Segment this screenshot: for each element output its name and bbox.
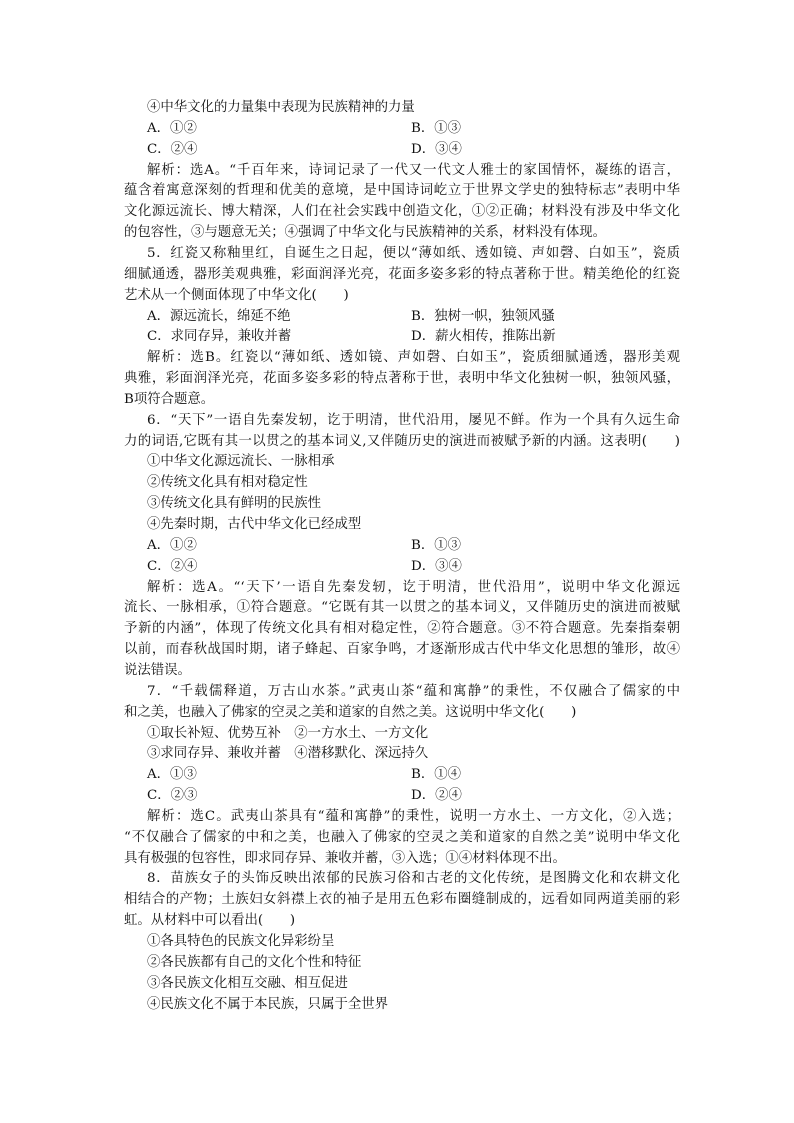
- text-line: 蕴含着寓意深刻的哲理和优美的意境，是中国诗词屹立于世界文学史的独特标志”表明中华: [124, 183, 680, 198]
- option-right: B．①③: [411, 121, 462, 136]
- text-line: ④中华文化的力量集中表现为民族精神的力量: [147, 100, 415, 115]
- text-line: 解析：选A。“‘天下’一语自先秦发轫，讫于明清，世代沿用”，说明中华文化源远: [147, 580, 680, 595]
- option-left: C．求同存异，兼收并蓄: [147, 329, 292, 344]
- text-line: 相结合的产物；土族妇女斜襟上衣的袖子是用五色彩布圈缝制成的，远看如同两道美丽的彩: [124, 892, 680, 907]
- text-line: ③求同存异、兼收并蓄 ④潜移默化、深远持久: [147, 746, 429, 761]
- text-line: “不仅融合了儒家的中和之美，也融入了佛家的空灵之美和道家的自然之美”说明中华文化: [124, 830, 680, 845]
- text-line: 力的词语,它既有其一以贯之的基本词义,又伴随历史的演进而被赋予新的内涵。这表明( ): [124, 434, 680, 449]
- text-line: ①中华文化源远流长、一脉相承: [147, 454, 335, 469]
- text-line: 解析：选B。红瓷以“薄如纸、透如镜、声如磬、白如玉”，瓷质细腻通透，器形美观: [147, 350, 680, 365]
- option-right: D．③④: [411, 559, 462, 574]
- text-line: 5．红瓷又称釉里红，自诞生之日起，便以“薄如纸、透如镜、声如磬、白如玉”，瓷质: [147, 246, 680, 261]
- text-line: 8．苗族女子的头饰反映出浓郁的民族习俗和古老的文化传统，是图腾文化和农耕文化: [147, 871, 680, 886]
- option-left: C．②③: [147, 788, 198, 803]
- text-line: ②传统文化具有相对稳定性: [147, 475, 308, 490]
- option-right: B．①④: [411, 767, 462, 782]
- text-line: ④先秦时期，古代中华文化已经成型: [147, 517, 362, 532]
- text-line: ③各民族文化相互交融、相互促进: [147, 976, 348, 991]
- text-line: ②各民族都有自己的文化个性和特征: [147, 955, 362, 970]
- option-right: B．①③: [411, 538, 462, 553]
- text-line: 解析：选C。武夷山茶具有“蕴和寓静”的秉性，说明一方水土、一方文化，②入选；: [147, 809, 680, 824]
- text-line: 说法错误。: [124, 663, 191, 678]
- text-line: 流长、一脉相承，①符合题意。“它既有其一以贯之的基本词义，又伴随历史的演进而被赋: [124, 600, 680, 615]
- text-line: 解析：选A。“千百年来，诗词记录了一代又一代文人雅士的家国情怀，凝练的语言，: [147, 163, 680, 178]
- text-line: ①各具特色的民族文化异彩纷呈: [147, 934, 335, 949]
- text-line: 虹。从材料中可以看出( ): [124, 913, 296, 928]
- text-line: B项符合题意。: [124, 392, 215, 407]
- text-line: 予新的内涵”，体现了传统文化具有相对稳定性，②符合题意。③不符合题意。先秦指秦朝: [124, 621, 680, 636]
- text-line: 7．“千载儒释道，万古山水茶。”武夷山茶“蕴和寓静”的秉性，不仅融合了儒家的中: [147, 684, 680, 699]
- text-line: 文化源远流长、博大精深，人们在社会实践中创造文化，①②正确；材料没有涉及中华文化: [124, 204, 680, 219]
- text-line: 和之美，也融入了佛家的空灵之美和道家的自然之美。这说明中华文化( ): [124, 705, 577, 720]
- text-line: ④民族文化不属于本民族，只属于全世界: [147, 997, 389, 1012]
- text-line: 的包容性，③与题意无关；④强调了中华文化与民族精神的关系，材料没有体现。: [124, 225, 607, 240]
- option-left: A．①③: [147, 767, 197, 782]
- option-left: C．②④: [147, 142, 198, 157]
- text-line: 艺术从一个侧面体现了中华文化( ): [124, 288, 349, 303]
- option-left: A．源远流长，绵延不绝: [147, 309, 291, 324]
- text-line: 具有极强的包容性，即求同存异、兼收并蓄，③入选；①④材料体现不出。: [124, 851, 566, 866]
- text-line: 以前，而春秋战国时期，诸子蜂起、百家争鸣，才逐渐形成古代中华文化思想的雏形，故④: [124, 642, 680, 657]
- option-right: D．薪火相传，推陈出新: [411, 329, 556, 344]
- text-line: 典雅，彩面润泽光亮，花面多姿多彩的特点著称于世，表明中华文化独树一帜，独领风骚，: [124, 371, 680, 386]
- option-left: A．①②: [147, 538, 197, 553]
- option-right: D．②④: [411, 788, 462, 803]
- text-line: 细腻通透，器形美观典雅，彩面润泽光亮，花面多姿多彩的特点著称于世。精美绝伦的红瓷: [124, 267, 680, 282]
- text-line: ③传统文化具有鲜明的民族性: [147, 496, 322, 511]
- option-right: B．独树一帜，独领风骚: [411, 309, 555, 324]
- option-left: A．①②: [147, 121, 197, 136]
- option-left: C．②④: [147, 559, 198, 574]
- option-right: D．③④: [411, 142, 462, 157]
- text-line: ①取长补短、优势互补 ②一方水土、一方文化: [147, 726, 429, 741]
- text-line: 6．“天下”一语自先秦发轫，讫于明清，世代沿用，屡见不鲜。作为一个具有久远生命: [147, 413, 680, 428]
